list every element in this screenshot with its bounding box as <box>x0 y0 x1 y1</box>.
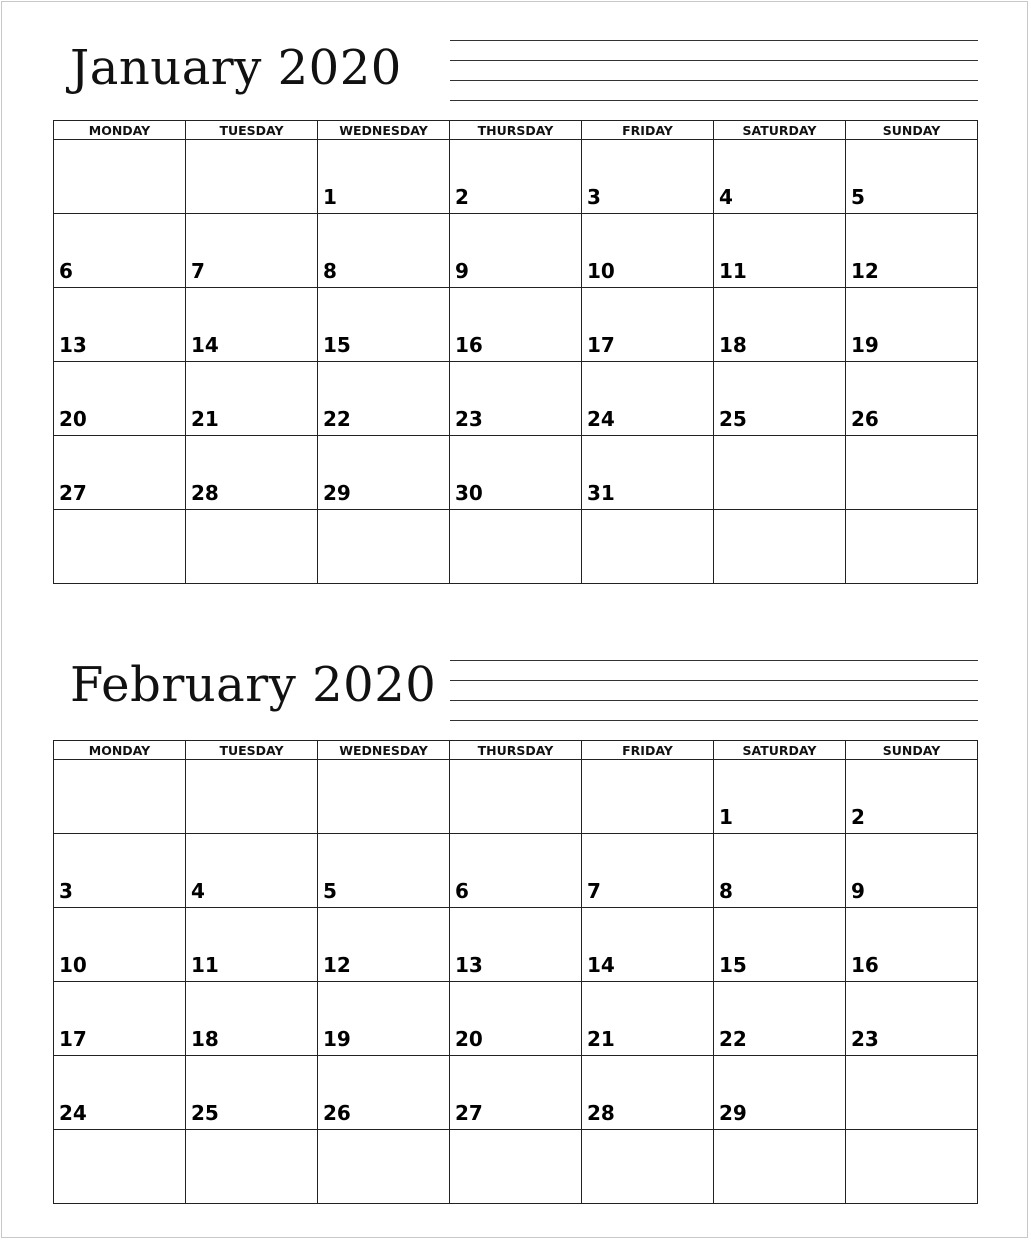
day-number: 8 <box>719 879 733 903</box>
day-cell <box>582 510 714 584</box>
day-cell <box>186 214 318 288</box>
day-number: 30 <box>455 481 483 505</box>
day-number: 20 <box>455 1027 483 1051</box>
day-cell <box>186 1130 318 1204</box>
week-row <box>54 436 978 510</box>
day-cell <box>714 760 846 834</box>
day-number: 4 <box>719 185 733 209</box>
day-number: 25 <box>191 1101 219 1125</box>
weekday-header: FRIDAY <box>582 741 714 760</box>
day-cell <box>186 760 318 834</box>
note-line <box>450 720 978 721</box>
week-row <box>54 1130 978 1204</box>
day-cell <box>318 288 450 362</box>
day-cell <box>714 362 846 436</box>
day-cell <box>582 834 714 908</box>
day-number: 12 <box>851 259 879 283</box>
weekday-header: FRIDAY <box>582 121 714 140</box>
day-number: 17 <box>587 333 615 357</box>
day-cell <box>582 1056 714 1130</box>
day-number: 5 <box>323 879 337 903</box>
day-number: 18 <box>191 1027 219 1051</box>
day-cell <box>186 288 318 362</box>
day-number: 9 <box>455 259 469 283</box>
week-row <box>54 1056 978 1130</box>
day-cell <box>186 510 318 584</box>
day-cell <box>582 1130 714 1204</box>
day-number: 25 <box>719 407 747 431</box>
day-number: 17 <box>59 1027 87 1051</box>
day-cell <box>582 140 714 214</box>
day-cell <box>186 436 318 510</box>
day-cell <box>450 982 582 1056</box>
week-row <box>54 982 978 1056</box>
day-cell <box>318 510 450 584</box>
day-number: 21 <box>587 1027 615 1051</box>
note-line <box>450 80 978 81</box>
day-cell <box>846 1130 978 1204</box>
day-cell <box>186 362 318 436</box>
day-number: 23 <box>851 1027 879 1051</box>
day-number: 15 <box>719 953 747 977</box>
day-number: 15 <box>323 333 351 357</box>
day-cell <box>846 140 978 214</box>
day-number: 31 <box>587 481 615 505</box>
day-cell <box>450 908 582 982</box>
day-number: 16 <box>455 333 483 357</box>
day-cell <box>846 908 978 982</box>
day-number: 22 <box>719 1027 747 1051</box>
day-number: 27 <box>59 481 87 505</box>
day-cell <box>54 760 186 834</box>
week-row <box>54 362 978 436</box>
day-cell <box>714 982 846 1056</box>
day-number: 12 <box>323 953 351 977</box>
day-cell <box>54 288 186 362</box>
day-number: 9 <box>851 879 865 903</box>
day-cell <box>186 140 318 214</box>
day-number: 26 <box>851 407 879 431</box>
week-row <box>54 140 978 214</box>
day-cell <box>186 834 318 908</box>
day-number: 26 <box>323 1101 351 1125</box>
day-cell <box>450 288 582 362</box>
day-cell <box>846 362 978 436</box>
day-cell <box>582 288 714 362</box>
day-cell <box>54 982 186 1056</box>
day-cell <box>846 1056 978 1130</box>
day-number: 14 <box>587 953 615 977</box>
day-cell <box>846 214 978 288</box>
day-cell <box>582 982 714 1056</box>
day-number: 7 <box>587 879 601 903</box>
day-number: 6 <box>59 259 73 283</box>
day-number: 1 <box>719 805 733 829</box>
day-cell <box>714 436 846 510</box>
note-line <box>450 680 978 681</box>
weekday-header: TUESDAY <box>186 121 318 140</box>
note-line <box>450 660 978 661</box>
day-cell <box>450 362 582 436</box>
day-number: 21 <box>191 407 219 431</box>
day-number: 16 <box>851 953 879 977</box>
day-cell <box>582 362 714 436</box>
day-cell <box>318 140 450 214</box>
day-number: 1 <box>323 185 337 209</box>
day-cell <box>54 510 186 584</box>
day-cell <box>450 760 582 834</box>
day-cell <box>318 982 450 1056</box>
day-cell <box>450 436 582 510</box>
day-number: 28 <box>191 481 219 505</box>
day-cell <box>714 510 846 584</box>
day-cell <box>582 214 714 288</box>
day-cell <box>714 908 846 982</box>
day-number: 19 <box>851 333 879 357</box>
weekday-header: WEDNESDAY <box>318 121 450 140</box>
day-number: 20 <box>59 407 87 431</box>
day-cell <box>54 1130 186 1204</box>
day-number: 24 <box>587 407 615 431</box>
weekday-header: SUNDAY <box>846 741 978 760</box>
day-cell <box>846 510 978 584</box>
day-number: 2 <box>851 805 865 829</box>
day-cell <box>846 436 978 510</box>
day-cell <box>186 982 318 1056</box>
weekday-header-row <box>54 121 978 140</box>
day-number: 18 <box>719 333 747 357</box>
day-cell <box>318 834 450 908</box>
day-cell <box>582 436 714 510</box>
week-row <box>54 510 978 584</box>
day-cell <box>450 1056 582 1130</box>
day-cell <box>186 908 318 982</box>
day-cell <box>54 1056 186 1130</box>
week-row <box>54 760 978 834</box>
day-cell <box>318 1130 450 1204</box>
day-cell <box>714 1056 846 1130</box>
day-number: 10 <box>59 953 87 977</box>
day-cell <box>318 436 450 510</box>
day-cell <box>714 1130 846 1204</box>
day-number: 23 <box>455 407 483 431</box>
day-cell <box>450 140 582 214</box>
day-cell <box>714 288 846 362</box>
day-cell <box>318 362 450 436</box>
week-row <box>54 214 978 288</box>
day-number: 8 <box>323 259 337 283</box>
day-cell <box>54 436 186 510</box>
day-cell <box>714 140 846 214</box>
note-line <box>450 700 978 701</box>
weekday-header: SUNDAY <box>846 121 978 140</box>
day-number: 28 <box>587 1101 615 1125</box>
day-number: 5 <box>851 185 865 209</box>
day-cell <box>846 760 978 834</box>
day-number: 3 <box>59 879 73 903</box>
day-cell <box>54 834 186 908</box>
day-cell <box>318 908 450 982</box>
month-title: February 2020 <box>70 657 437 713</box>
weekday-header: WEDNESDAY <box>318 741 450 760</box>
day-number: 11 <box>719 259 747 283</box>
weekday-header: THURSDAY <box>450 741 582 760</box>
day-number: 10 <box>587 259 615 283</box>
day-number: 14 <box>191 333 219 357</box>
day-cell <box>318 760 450 834</box>
day-cell <box>582 760 714 834</box>
weekday-header: MONDAY <box>54 741 186 760</box>
weekday-header: SATURDAY <box>714 121 846 140</box>
day-cell <box>450 1130 582 1204</box>
day-number: 27 <box>455 1101 483 1125</box>
day-cell <box>846 288 978 362</box>
day-number: 7 <box>191 259 205 283</box>
day-cell <box>714 214 846 288</box>
note-line <box>450 100 978 101</box>
day-number: 29 <box>323 481 351 505</box>
week-row <box>54 288 978 362</box>
day-number: 13 <box>455 953 483 977</box>
weekday-header: SATURDAY <box>714 741 846 760</box>
calendar-grid <box>53 740 978 1204</box>
day-cell <box>450 510 582 584</box>
day-cell <box>582 908 714 982</box>
day-number: 11 <box>191 953 219 977</box>
day-cell <box>186 1056 318 1130</box>
calendar-grid <box>53 120 978 584</box>
weekday-header-row <box>54 741 978 760</box>
day-number: 13 <box>59 333 87 357</box>
day-cell <box>54 214 186 288</box>
day-cell <box>54 140 186 214</box>
day-number: 24 <box>59 1101 87 1125</box>
day-number: 2 <box>455 185 469 209</box>
day-number: 29 <box>719 1101 747 1125</box>
day-cell <box>318 1056 450 1130</box>
day-number: 4 <box>191 879 205 903</box>
day-number: 6 <box>455 879 469 903</box>
day-number: 3 <box>587 185 601 209</box>
weekday-header: THURSDAY <box>450 121 582 140</box>
day-cell <box>714 834 846 908</box>
day-cell <box>450 214 582 288</box>
weekday-header: MONDAY <box>54 121 186 140</box>
week-row <box>54 908 978 982</box>
day-cell <box>54 362 186 436</box>
month-title: January 2020 <box>70 40 402 96</box>
week-row <box>54 834 978 908</box>
day-number: 22 <box>323 407 351 431</box>
note-line <box>450 60 978 61</box>
day-cell <box>846 982 978 1056</box>
note-line <box>450 40 978 41</box>
day-number: 19 <box>323 1027 351 1051</box>
day-cell <box>54 908 186 982</box>
weekday-header: TUESDAY <box>186 741 318 760</box>
day-cell <box>318 214 450 288</box>
day-cell <box>846 834 978 908</box>
day-cell <box>450 834 582 908</box>
